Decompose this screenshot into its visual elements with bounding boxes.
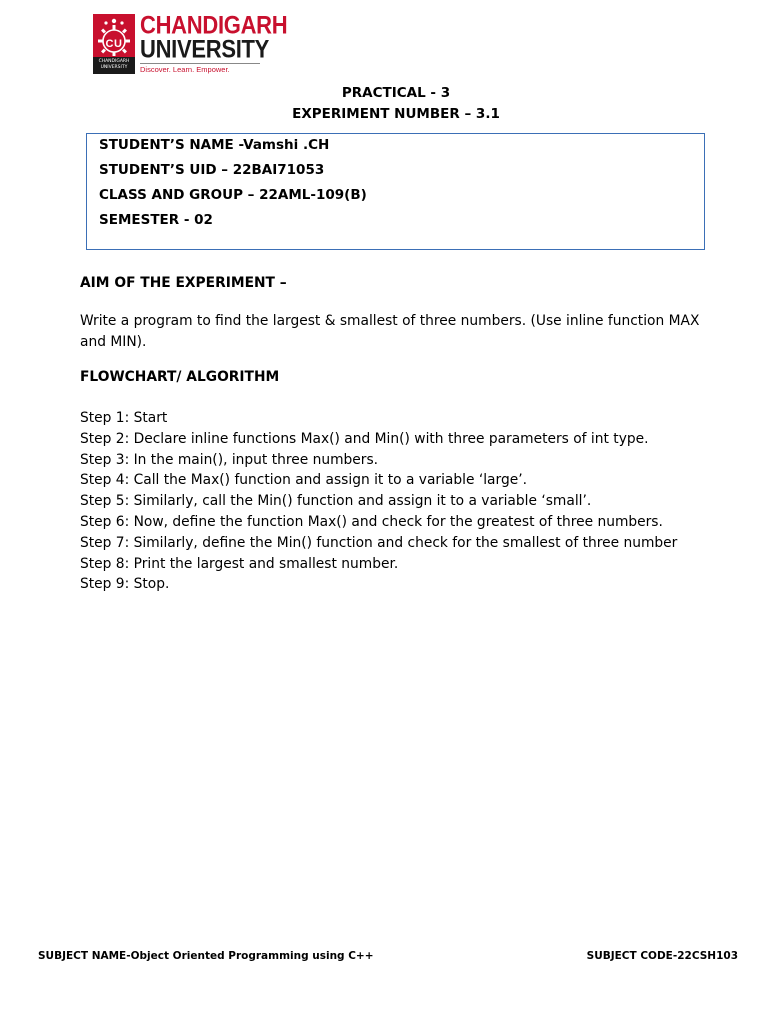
university-logo (93, 11, 288, 76)
practical-title: PRACTICAL - 3 (341, 85, 451, 101)
student-uid: STUDENT’S UID – 22BAI71053 (99, 162, 325, 178)
algorithm-step: Step 1: Start (80, 410, 168, 426)
experiment-number: EXPERIMENT NUMBER – 3.1 (292, 106, 500, 122)
student-info-box (86, 133, 705, 250)
algorithm-step: Step 7: Similarly, define the Min() function and check for the smallest of three number (80, 534, 678, 551)
logo-name-line2: UNIVERSITY (140, 35, 270, 63)
algorithm-step: Step 5: Similarly, call the Min() function and assign it to a variable ‘small’. (80, 493, 592, 510)
algorithm-step: Step 9: Stop. (80, 576, 170, 593)
algorithm-step: Step 3: In the main(), input three numbers. (80, 451, 379, 468)
footer-subject-name: SUBJECT NAME-Object Oriented Programming using C++ (38, 950, 374, 962)
class-and-group: CLASS AND GROUP – 22AML-109(B) (99, 187, 367, 203)
logo-cu-text: CU (105, 38, 123, 50)
logo-tagline: Discover. Learn. Empower. (140, 65, 230, 74)
logo-emblem (93, 14, 135, 74)
algorithm-step: Step 6: Now, define the function Max() and check for the greatest of three numbers. (80, 513, 663, 530)
algorithm-step: Step 2: Declare inline functions Max() and Min() with three parameters of int type. (80, 430, 649, 447)
algorithm-heading: FLOWCHART/ ALGORITHM (80, 369, 280, 385)
logo-name-line1: CHANDIGARH (140, 11, 288, 39)
logo-divider (140, 63, 260, 64)
student-name: STUDENT’S NAME -Vamshi .CH (99, 137, 330, 153)
aim-body: Write a program to find the largest & smallest of three numbers. (Use inline function MAX and MIN). (80, 313, 700, 350)
algorithm-step: Step 8: Print the largest and smallest number. (80, 555, 399, 572)
semester: SEMESTER - 02 (99, 212, 213, 228)
gear-emblem-icon (93, 14, 135, 58)
algorithm-steps (80, 408, 677, 595)
footer-subject-code: SUBJECT CODE-22CSH103 (586, 950, 738, 962)
logo-small-text: CHANDIGARH UNIVERSITY (93, 57, 135, 74)
algorithm-step: Step 4: Call the Max() function and assign it to a variable ‘large’. (80, 472, 527, 489)
aim-heading: AIM OF THE EXPERIMENT – (80, 275, 287, 291)
